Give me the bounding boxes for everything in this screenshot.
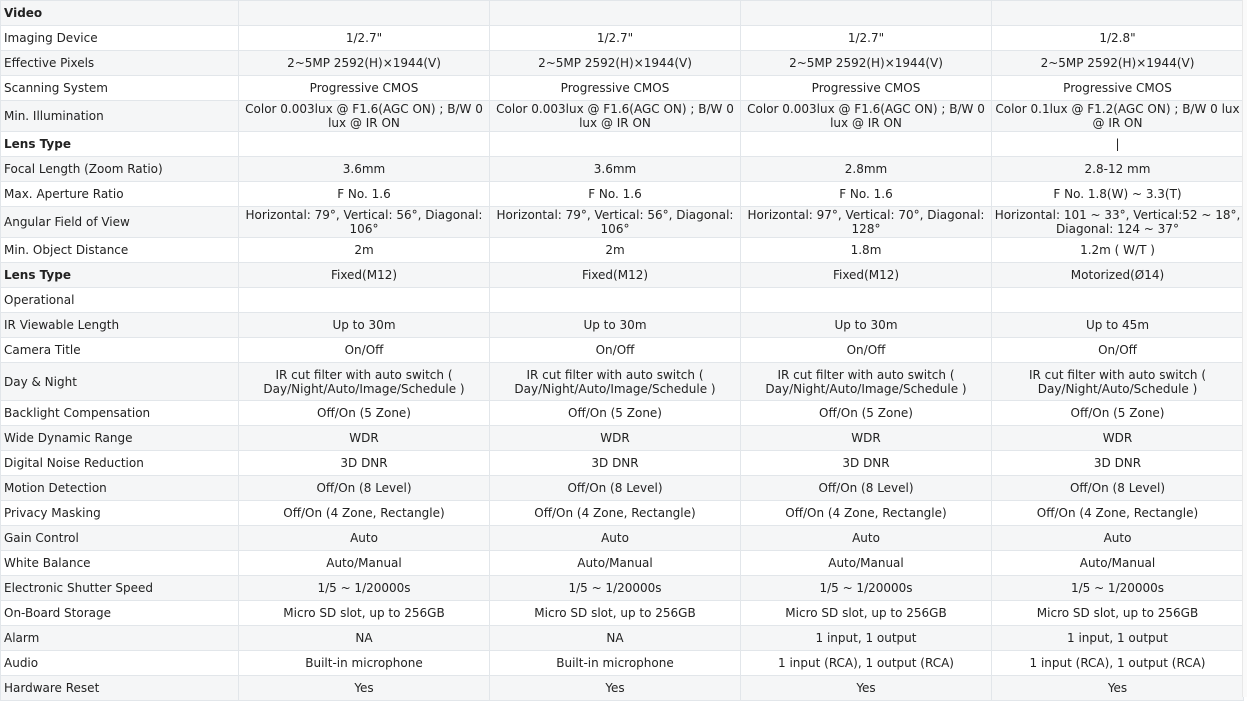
spec-cell: | <box>992 132 1244 157</box>
spec-cell: 3D DNR <box>239 451 490 476</box>
spec-cell: 2m <box>239 238 490 263</box>
row-label: Focal Length (Zoom Ratio) <box>1 157 239 182</box>
spec-cell: F No. 1.6 <box>741 182 992 207</box>
spec-cell: Auto <box>239 526 490 551</box>
spec-cell: Off/On (5 Zone) <box>741 401 992 426</box>
spec-cell <box>741 132 992 157</box>
table-row <box>1 601 1244 626</box>
row-label: Lens Type <box>1 263 239 288</box>
spec-cell <box>490 132 741 157</box>
spec-cell <box>741 1 992 26</box>
spec-cell: 3D DNR <box>741 451 992 476</box>
spec-cell: Fixed(M12) <box>741 263 992 288</box>
row-label: White Balance <box>1 551 239 576</box>
spec-cell: Yes <box>741 676 992 701</box>
row-label: Lens Type <box>1 132 239 157</box>
spec-cell: Off/On (8 Level) <box>992 476 1244 501</box>
vertical-scrollbar[interactable] <box>1242 0 1247 697</box>
row-label: Imaging Device <box>1 26 239 51</box>
row-label: Audio <box>1 651 239 676</box>
spec-cell: Yes <box>239 676 490 701</box>
spec-cell: 1/5 ~ 1/20000s <box>490 576 741 601</box>
spec-cell: 2.8-12 mm <box>992 157 1244 182</box>
table-row <box>1 157 1244 182</box>
table-row <box>1 526 1244 551</box>
row-label: Angular Field of View <box>1 207 239 238</box>
spec-table-body <box>1 1 1244 701</box>
row-label: Day & Night <box>1 363 239 401</box>
row-label: Motion Detection <box>1 476 239 501</box>
spec-cell <box>239 1 490 26</box>
spec-cell: WDR <box>992 426 1244 451</box>
spec-cell: Auto/Manual <box>741 551 992 576</box>
table-row <box>1 76 1244 101</box>
spec-cell: 1/5 ~ 1/20000s <box>741 576 992 601</box>
spec-cell: Horizontal: 97°, Vertical: 70°, Diagonal: 128° <box>741 207 992 238</box>
row-label: Effective Pixels <box>1 51 239 76</box>
spec-cell: 1.8m <box>741 238 992 263</box>
table-row <box>1 101 1244 132</box>
spec-cell: IR cut filter with auto switch ( Day/Night/Auto/Image/Schedule ) <box>490 363 741 401</box>
row-label: IR Viewable Length <box>1 313 239 338</box>
spec-cell: Progressive CMOS <box>741 76 992 101</box>
spec-cell: Fixed(M12) <box>490 263 741 288</box>
table-row <box>1 501 1244 526</box>
row-label: On-Board Storage <box>1 601 239 626</box>
spec-cell: Color 0.003lux @ F1.6(AGC ON) ; B/W 0 lux @ IR ON <box>490 101 741 132</box>
spec-cell: Up to 45m <box>992 313 1244 338</box>
spec-cell: Up to 30m <box>239 313 490 338</box>
spec-cell: Color 0.1lux @ F1.2(AGC ON) ; B/W 0 lux @ IR ON <box>992 101 1244 132</box>
spec-cell: 3.6mm <box>490 157 741 182</box>
spec-cell: 2.8mm <box>741 157 992 182</box>
spec-cell: 2~5MP 2592(H)×1944(V) <box>490 51 741 76</box>
spec-cell: Progressive CMOS <box>992 76 1244 101</box>
spec-cell: On/Off <box>992 338 1244 363</box>
spec-cell: NA <box>239 626 490 651</box>
spec-cell: 1/5 ~ 1/20000s <box>992 576 1244 601</box>
row-label: Video <box>1 1 239 26</box>
row-label: Gain Control <box>1 526 239 551</box>
table-row <box>1 288 1244 313</box>
table-row <box>1 476 1244 501</box>
table-row <box>1 576 1244 601</box>
table-row <box>1 338 1244 363</box>
spec-cell: 1 input, 1 output <box>741 626 992 651</box>
spec-cell: Auto/Manual <box>490 551 741 576</box>
row-label: Camera Title <box>1 338 239 363</box>
spec-cell <box>741 288 992 313</box>
spec-cell: IR cut filter with auto switch ( Day/Night/Auto/Image/Schedule ) <box>239 363 490 401</box>
table-row <box>1 182 1244 207</box>
row-label: Privacy Masking <box>1 501 239 526</box>
row-label: Digital Noise Reduction <box>1 451 239 476</box>
spec-cell: Off/On (8 Level) <box>741 476 992 501</box>
spec-cell: On/Off <box>741 338 992 363</box>
spec-cell: Off/On (5 Zone) <box>992 401 1244 426</box>
spec-cell: Off/On (4 Zone, Rectangle) <box>992 501 1244 526</box>
row-label: Min. Illumination <box>1 101 239 132</box>
row-label: Backlight Compensation <box>1 401 239 426</box>
spec-cell: Color 0.003lux @ F1.6(AGC ON) ; B/W 0 lux @ IR ON <box>239 101 490 132</box>
spec-cell: 3D DNR <box>490 451 741 476</box>
spec-cell: 3D DNR <box>992 451 1244 476</box>
spec-cell: Yes <box>490 676 741 701</box>
spec-cell: Auto <box>490 526 741 551</box>
spec-cell: Micro SD slot, up to 256GB <box>741 601 992 626</box>
spec-cell: NA <box>490 626 741 651</box>
row-label: Alarm <box>1 626 239 651</box>
table-row <box>1 207 1244 238</box>
row-label: Operational <box>1 288 239 313</box>
spec-cell <box>992 1 1244 26</box>
spec-cell: Progressive CMOS <box>239 76 490 101</box>
spec-cell: Built-in microphone <box>490 651 741 676</box>
row-label: Electronic Shutter Speed <box>1 576 239 601</box>
spec-cell: Fixed(M12) <box>239 263 490 288</box>
spec-cell: Horizontal: 79°, Vertical: 56°, Diagonal: 106° <box>490 207 741 238</box>
spec-cell <box>239 132 490 157</box>
row-label: Wide Dynamic Range <box>1 426 239 451</box>
table-row <box>1 401 1244 426</box>
spec-cell: 2~5MP 2592(H)×1944(V) <box>992 51 1244 76</box>
spec-cell: Horizontal: 79°, Vertical: 56°, Diagonal: 106° <box>239 207 490 238</box>
spec-cell: Horizontal: 101 ~ 33°, Vertical:52 ~ 18°, Diagonal: 124 ~ 37° <box>992 207 1244 238</box>
spec-cell: F No. 1.8(W) ~ 3.3(T) <box>992 182 1244 207</box>
row-label: Max. Aperture Ratio <box>1 182 239 207</box>
spec-cell: Yes <box>992 676 1244 701</box>
spec-cell: Off/On (4 Zone, Rectangle) <box>239 501 490 526</box>
spec-cell: F No. 1.6 <box>490 182 741 207</box>
spec-cell: 1/2.7" <box>741 26 992 51</box>
table-row <box>1 263 1244 288</box>
spec-cell: Built-in microphone <box>239 651 490 676</box>
spec-cell: Off/On (4 Zone, Rectangle) <box>741 501 992 526</box>
spec-cell <box>490 288 741 313</box>
spec-cell: 1/2.8" <box>992 26 1244 51</box>
spec-cell: F No. 1.6 <box>239 182 490 207</box>
spec-cell: On/Off <box>239 338 490 363</box>
spec-cell: Auto <box>741 526 992 551</box>
spec-cell: Color 0.003lux @ F1.6(AGC ON) ; B/W 0 lux @ IR ON <box>741 101 992 132</box>
table-row <box>1 426 1244 451</box>
table-row <box>1 51 1244 76</box>
spec-cell: Off/On (5 Zone) <box>239 401 490 426</box>
spec-cell: Up to 30m <box>490 313 741 338</box>
spec-cell: Off/On (8 Level) <box>239 476 490 501</box>
spec-cell: 1.2m ( W/T ) <box>992 238 1244 263</box>
table-row <box>1 363 1244 401</box>
spec-cell: 2~5MP 2592(H)×1944(V) <box>741 51 992 76</box>
table-row <box>1 451 1244 476</box>
spec-cell: IR cut filter with auto switch ( Day/Night/Auto/Schedule ) <box>992 363 1244 401</box>
spec-cell: Auto/Manual <box>239 551 490 576</box>
spec-cell: Progressive CMOS <box>490 76 741 101</box>
spec-cell: Micro SD slot, up to 256GB <box>239 601 490 626</box>
spec-cell: WDR <box>490 426 741 451</box>
spec-cell: Up to 30m <box>741 313 992 338</box>
spec-cell: 2m <box>490 238 741 263</box>
spec-cell <box>490 1 741 26</box>
spec-cell: WDR <box>741 426 992 451</box>
row-label: Hardware Reset <box>1 676 239 701</box>
spec-cell: 1 input (RCA), 1 output (RCA) <box>741 651 992 676</box>
spec-cell: 3.6mm <box>239 157 490 182</box>
spec-cell: Off/On (8 Level) <box>490 476 741 501</box>
row-label: Scanning System <box>1 76 239 101</box>
table-row <box>1 313 1244 338</box>
table-row <box>1 626 1244 651</box>
table-row <box>1 651 1244 676</box>
spec-cell: Micro SD slot, up to 256GB <box>490 601 741 626</box>
spec-cell: Off/On (5 Zone) <box>490 401 741 426</box>
table-row <box>1 238 1244 263</box>
spec-cell: Off/On (4 Zone, Rectangle) <box>490 501 741 526</box>
spec-cell: Auto/Manual <box>992 551 1244 576</box>
table-row <box>1 132 1244 157</box>
spec-cell: 2~5MP 2592(H)×1944(V) <box>239 51 490 76</box>
row-label: Min. Object Distance <box>1 238 239 263</box>
spec-cell: On/Off <box>490 338 741 363</box>
spec-cell: IR cut filter with auto switch ( Day/Night/Auto/Image/Schedule ) <box>741 363 992 401</box>
spec-cell: 1/2.7" <box>490 26 741 51</box>
spec-cell <box>239 288 490 313</box>
spec-cell: Auto <box>992 526 1244 551</box>
spec-cell: 1 input (RCA), 1 output (RCA) <box>992 651 1244 676</box>
spec-cell: 1/5 ~ 1/20000s <box>239 576 490 601</box>
spec-cell <box>992 288 1244 313</box>
spec-cell: WDR <box>239 426 490 451</box>
table-row <box>1 1 1244 26</box>
spec-cell: Micro SD slot, up to 256GB <box>992 601 1244 626</box>
spec-cell: 1/2.7" <box>239 26 490 51</box>
spec-cell: Motorized(Ø14) <box>992 263 1244 288</box>
table-row <box>1 551 1244 576</box>
spec-cell: 1 input, 1 output <box>992 626 1244 651</box>
table-row <box>1 26 1244 51</box>
